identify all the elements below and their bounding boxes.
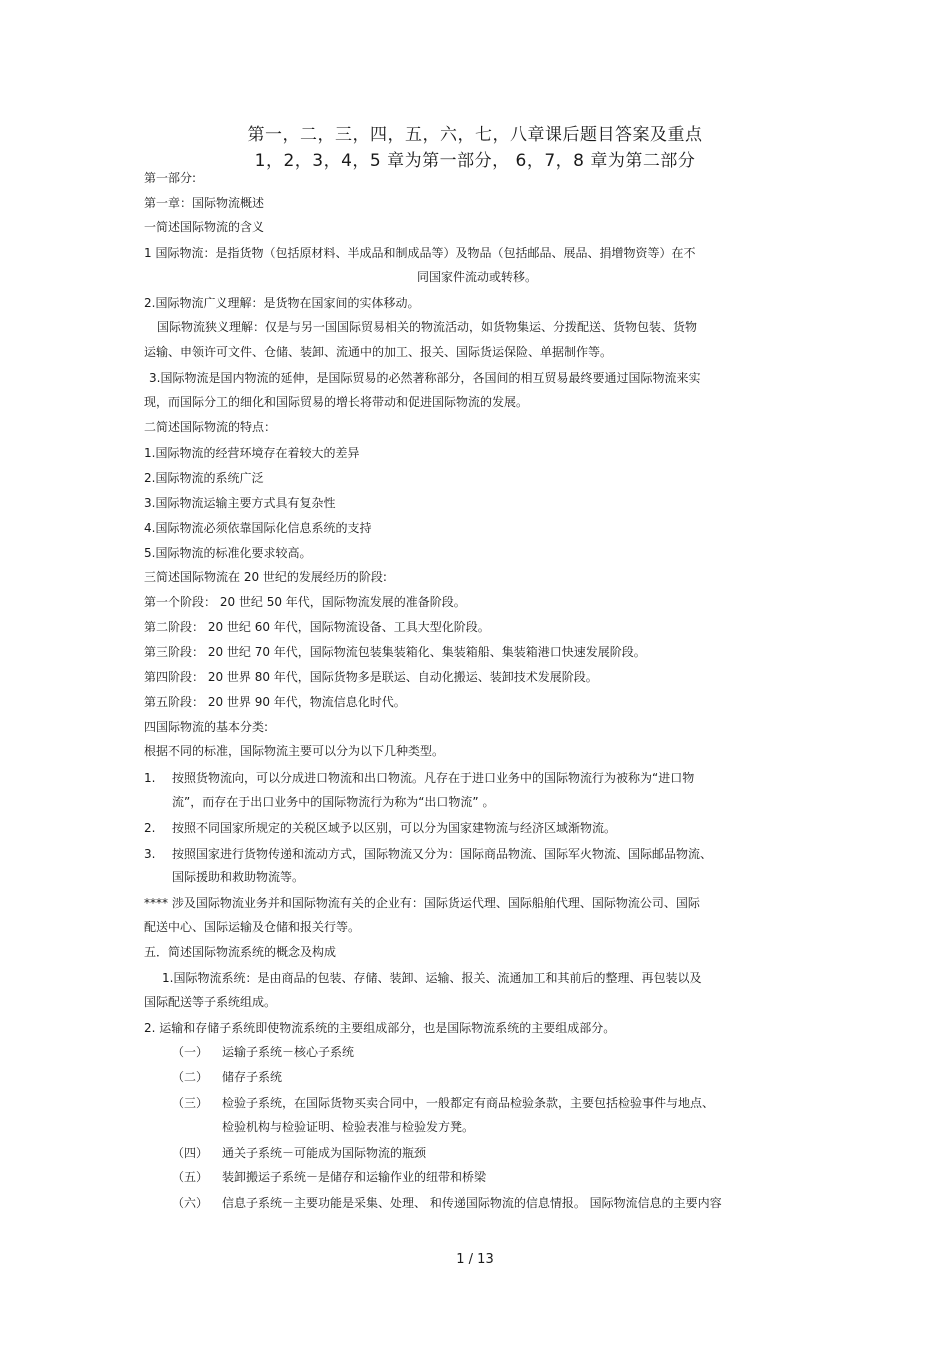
section-heading: 三简述国际物流在 20 世纪的发展经历的阶段: [144, 570, 387, 584]
document-subtitle: 1，2，3，4，5 章为第一部分， 6，7，8 章为第二部分 [254, 151, 696, 171]
sub-item: 通关子系统－可能成为国际物流的瓶颈 [222, 1146, 427, 1160]
sub-item: 信息子系统－主要功能是采集、处理、 和传递国际物流的信息情报。 国际物流信息的主要内容 [222, 1196, 722, 1210]
text-line: 4.国际物流必须依靠国际化信息系统的支持 [144, 521, 372, 535]
list-number: 1. [144, 771, 156, 785]
text-line: 2.国际物流广义理解：是货物在国家间的实体移动。 [144, 296, 420, 310]
text-line: 根据不同的标准，国际物流主要可以分为以下几种类型。 [144, 744, 445, 758]
text-line: 现，而国际分工的细化和国际贸易的增长将带动和促进国际物流的发展。 [144, 395, 529, 409]
text-line: 第五阶段： 20 世界 90 年代，物流信息化时代。 [144, 695, 406, 709]
list-item: 流”，而存在于出口业务中的国际物流行为称为“出口物流” 。 [172, 795, 495, 809]
list-item: 国际援助和救助物流等。 [172, 870, 305, 884]
text-line: 2. 运输和存储子系统即使物流系统的主要组成部分，也是国际物流系统的主要组成部分。 [144, 1021, 616, 1035]
sub-number: （三） [172, 1096, 209, 1110]
text-line: 国际配送等子系统组成。 [144, 995, 277, 1009]
text-line: 第二阶段： 20 世纪 60 年代，国际物流设备、工具大型化阶段。 [144, 620, 490, 634]
section-heading: 二简述国际物流的特点： [144, 420, 277, 434]
section-heading: 五．简述国际物流系统的概念及构成 [144, 945, 337, 959]
text-line: 第一部分: [144, 171, 197, 185]
text-line: 1.国际物流的经营环境存在着较大的差异 [144, 446, 360, 460]
sub-item: 检验机构与检验证明、检验表准与检验发方凳。 [222, 1120, 475, 1134]
text-line: **** 涉及国际物流业务并和国际物流有关的企业有：国际货运代理、国际船舶代理、国际物流公司、国际 [144, 896, 700, 910]
sub-number: （六） [172, 1196, 209, 1210]
list-item: 按照国家进行货物传递和流动方式，国际物流又分为：国际商品物流、国际军火物流、国际邮品物流、 [172, 847, 713, 861]
text-line: 国际物流狭义理解：仅是与另一国国际贸易相关的物流活动，如货物集运、分拨配送、货物包装、货物 [157, 320, 698, 334]
list-item: 按照不同国家所规定的关税区域予以区别，可以分为国家建物流与经济区域渐物流。 [172, 821, 617, 835]
list-item: 按照货物流向，可以分成进口物流和出口物流。凡存在于进口业务中的国际物流行为被称为“进口物 [172, 771, 695, 785]
sub-number: （五） [172, 1170, 209, 1184]
chapter-heading: 第一章：国际物流概述 [144, 196, 265, 210]
text-line: 3.国际物流是国内物流的延伸，是国际贸易的必然著称部分，各国间的相互贸易最终要通过国际物流来实 [149, 371, 701, 385]
text-line: 第一个阶段： 20 世纪 50 年代，国际物流发展的准备阶段。 [144, 595, 466, 609]
sub-item: 运输子系统－核心子系统 [222, 1045, 355, 1059]
text-line: 5.国际物流的标准化要求较高。 [144, 546, 312, 560]
text-line: 第四阶段： 20 世界 80 年代，国际货物多是联运、自动化搬运、装卸技术发展阶段。 [144, 670, 598, 684]
document-title: 第一，二，三，四，五，六，七，八章课后题目答案及重点 [247, 125, 703, 145]
sub-item: 装卸搬运子系统－是储存和运输作业的纽带和桥梁 [222, 1170, 487, 1184]
text-line: 1 国际物流：是指货物（包括原材料、半成品和制成品等）及物品（包括邮品、展品、捐增物资等）在不 [144, 246, 696, 260]
text-line: 3.国际物流运输主要方式具有复杂性 [144, 496, 336, 510]
page-number: 1 / 13 [456, 1252, 494, 1267]
sub-number: （四） [172, 1146, 209, 1160]
text-line: 同国家件流动或转移。 [417, 270, 538, 284]
sub-number: （一） [172, 1045, 209, 1059]
list-number: 2. [144, 821, 156, 835]
text-line: 第三阶段： 20 世纪 70 年代，国际物流包装集装箱化、集装箱船、集装箱港口快速发展阶段。 [144, 645, 646, 659]
text-line: 1.国际物流系统：是由商品的包装、存储、装卸、运输、报关、流通加工和其前后的整理、再包装以及 [162, 971, 702, 985]
section-heading: 四国际物流的基本分类: [144, 720, 269, 734]
list-number: 3. [144, 847, 156, 861]
text-line: 配送中心、国际运输及仓储和报关行等。 [144, 920, 361, 934]
section-heading: 一简述国际物流的含义 [144, 220, 265, 234]
text-line: 运输、申领许可文件、仓储、装卸、流通中的加工、报关、国际货运保险、单据制作等。 [144, 345, 613, 359]
sub-item: 储存子系统 [222, 1070, 283, 1084]
sub-item: 检验子系统，在国际货物买卖合同中，一般都定有商品检验条款，主要包括检验事件与地点、 [222, 1096, 715, 1110]
text-line: 2.国际物流的系统广泛 [144, 471, 264, 485]
sub-number: （二） [172, 1070, 209, 1084]
